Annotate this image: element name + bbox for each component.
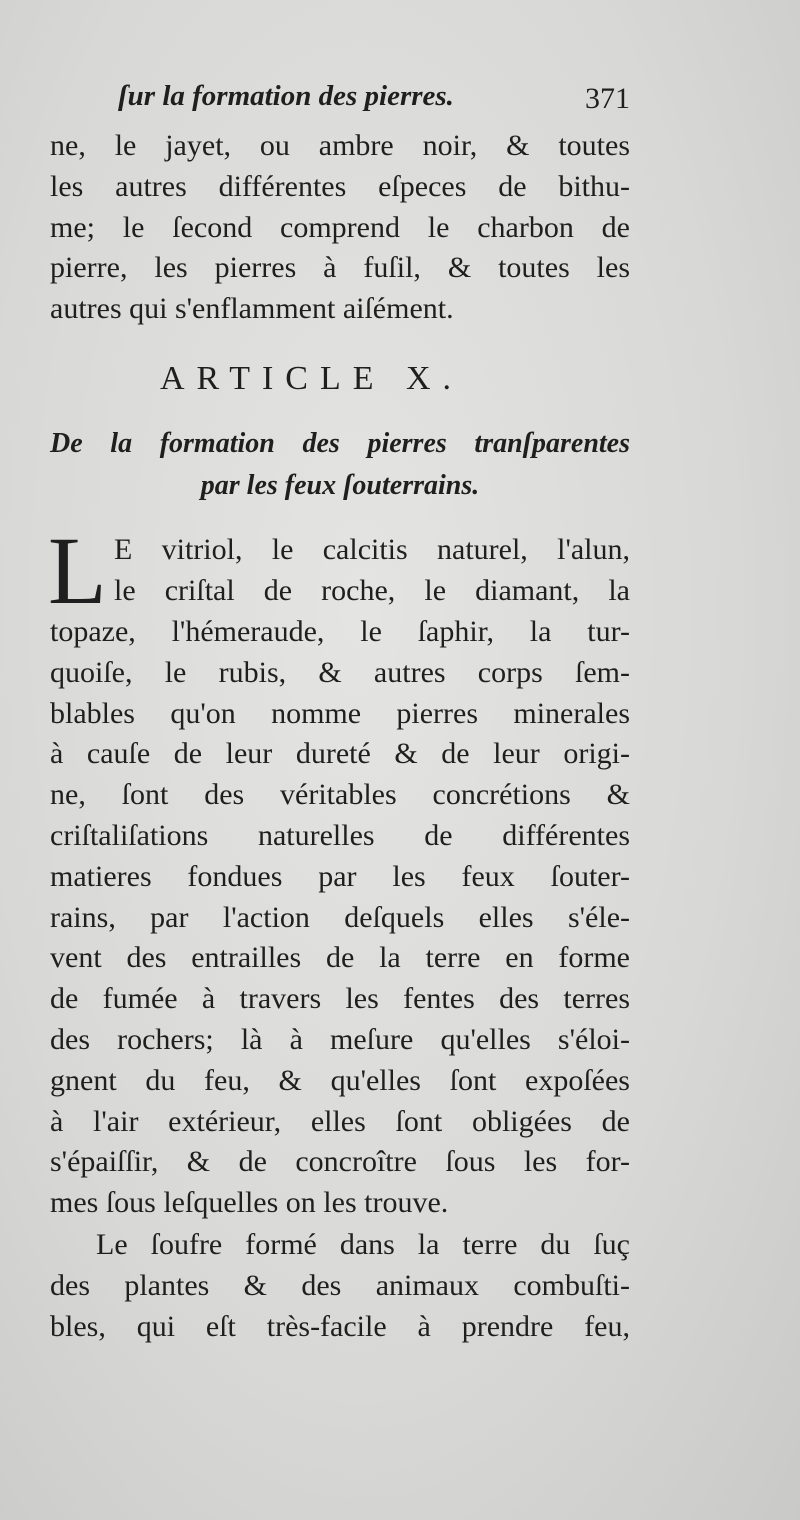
first-lines: [114, 530, 630, 612]
text-line: des plantes & des animaux combuſti-: [50, 1268, 630, 1302]
second-paragraph: [50, 1225, 630, 1347]
text-line: Le ſoufre formé dans la terre du ſuç: [96, 1228, 630, 1261]
text-line: quoiſe, le rubis, & autres corps ſem-: [50, 655, 630, 689]
main-paragraph: [50, 612, 630, 1224]
text-line: ne, le jayet, ou ambre noir, & toutes: [50, 129, 630, 162]
text-line: pierre, les pierres à fuſil, & toutes les: [50, 251, 630, 285]
text-line: criſtaliſations naturelles de différentes: [50, 818, 630, 852]
article-subtitle-line-2: par les feux ſouterrains.: [200, 470, 480, 501]
article-heading: ARTICLE X.: [160, 360, 464, 397]
text-line: à l'air extérieur, elles ſont obligées de: [50, 1104, 630, 1138]
text-line: blables qu'on nomme pierres minerales: [50, 696, 630, 730]
text-line: à cauſe de leur dureté & de leur origi-: [50, 737, 630, 771]
article-subtitle-line-1: De la formation des pierres tranſparentes: [50, 428, 630, 459]
text-line: le criſtal de roche, le diamant, la: [114, 573, 630, 607]
text-line: autres qui s'enflamment aiſément.: [50, 292, 454, 326]
page-number: 371: [585, 82, 630, 115]
text-line: matieres fondues par les feux ſouter-: [50, 859, 630, 893]
text-line: vent des entrailles de la terre en forme: [50, 941, 630, 975]
drop-cap: L: [48, 517, 107, 624]
intro-paragraph: [50, 126, 630, 330]
running-title: ſur la formation des pierres.: [118, 80, 454, 112]
text-line: E vitriol, le calcitis naturel, l'alun,: [114, 533, 630, 566]
text-line: ne, ſont des véritables concrétions &: [50, 778, 630, 812]
text-line: s'épaiſſir, & de concroître ſous les for-: [50, 1145, 630, 1179]
text-line: des rochers; là à meſure qu'elles s'éloi-: [50, 1022, 630, 1056]
text-line: de fumée à travers les fentes des terres: [50, 982, 630, 1016]
text-line: mes ſous leſquelles on les trouve.: [50, 1186, 449, 1220]
text-line: gnent du feu, & qu'elles ſont expoſées: [50, 1063, 630, 1097]
page-header: [118, 80, 630, 124]
text-line: les autres différentes eſpeces de bithu-: [50, 169, 630, 203]
text-line: bles, qui eſt très-facile à prendre feu,: [50, 1309, 630, 1343]
text-line: topaze, l'hémeraude, le ſaphir, la tur-: [50, 615, 630, 648]
text-line: rains, par l'action deſquels elles s'éle-: [50, 900, 630, 934]
text-line: me; le ſecond comprend le charbon de: [50, 210, 630, 244]
